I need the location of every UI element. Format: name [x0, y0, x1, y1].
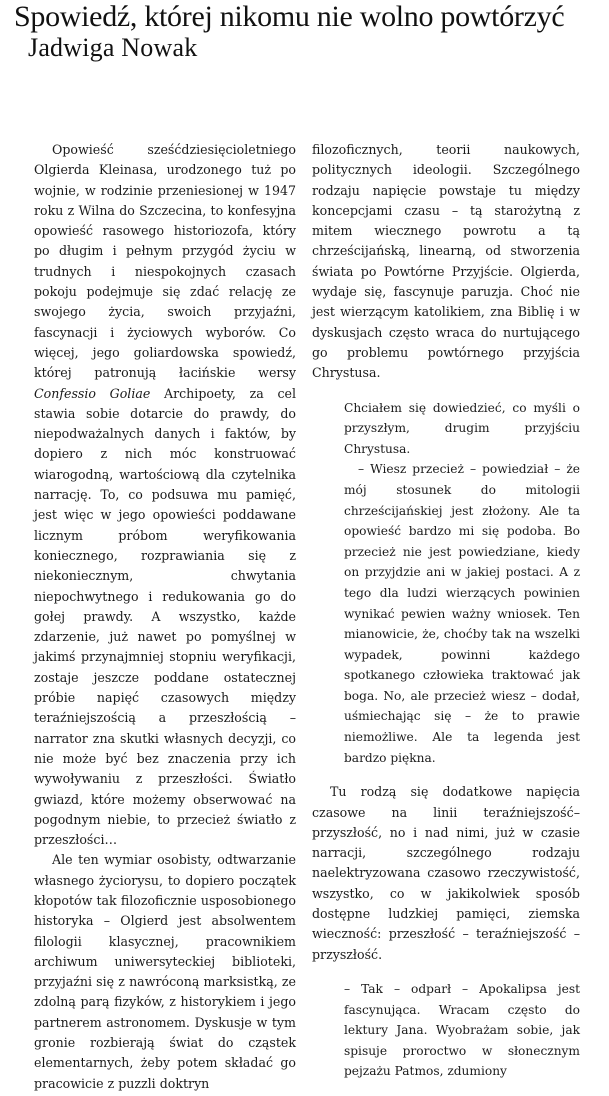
quote-paragraph: Chciałem się dowiedzieć, co myśli o przyszłym, drugim przyjściu Chrystusa.: [344, 400, 580, 456]
block-quote: [312, 398, 580, 769]
left-text-column: [34, 140, 296, 1094]
quote-paragraph: – Tak – odparł – Apokalipsa jest fascynująca. Wracam często do lektury Jana. Wyobrażam sobie, jak spisuje proroctwo w słonecznym pejzażu Patmos, zdumiony: [344, 981, 580, 1079]
paragraph-text: Opowieść sześćdziesięcioletniego Olgierda Kleinasa, urodzonego tuż po wojnie, w rodzinie przeniesionej w 1947 roku z Wilna do Szczecina, to konfesyjna opowieść rasowego historiozofa, który po długim i pełnym przygód życiu w trudnych i niespokojnych czasach pokoju podejmuje się zdać relację ze swojego życia, swoich przyjaźni, fascynacji i życiowych wyborów. Co więcej, jego goliardowska spowiedź, której patronują łacińskie wersy: [34, 142, 296, 381]
article-author: Jadwiga Nowak: [28, 33, 198, 62]
article-header: [14, 0, 609, 62]
paragraph-text: Archipoety, za cel stawia sobie dotarcie do prawdy, do niepodważalnych danych i faktów, by dopiero z nich móc konstruować wiarogodną, wartościową dla czytelnika narrację. To, co podsuwa mu pamięć, jest więc w jego opowieści poddawane licznym próbom weryfikowania koniecznego, rozprawiania się z niekoniecznym, chwytania niepochwytnego i redukowania go do gołej prawdy. A wszystko, każde zdarzenie, już nawet po pomyślnej w jakimś przynajmniej stopniu weryfikacji, zostaje jeszcze poddane ostatecznej próbie napięć czasowych między teraźniejszością a przeszłością – narrator zna skutki własnych decyzji, co nie może być bez znaczenia przy ich wywoływaniu z przeszłości. Światło gwiazd, które możemy obserwować na pogodnym niebie, to przecież światło z przeszłości…: [34, 385, 296, 848]
paragraph: Tu rodzą się dodatkowe napięcia czasowe na linii teraźniejszość–przyszłość, no i nad nimi, już w czasie narracji, szczególnego rodzaju naelektryzowana czasowo rzeczywistość, wszystko, co w jakikolwiek sposób dostępne ludzkiej pamięci, ziemska wieczność: przeszłość – teraźniejszość – przyszłość.: [312, 784, 580, 962]
quote-paragraph: – Wiesz przecież – powiedział – że mój stosunek do mitologii chrześcijańskiej jest złożony. Ale ta opowieść bardzo mi się podoba. Bo przecież nie jest powiedziane, kiedy on przyjdzie ani w jakiej postaci. A z tego dla ludzi wierzących powinien wynikać pewien ważny wniosek. Ten mianowicie, że, choćby tak na wszelki wypadek, powinni każdego spotkanego człowieka traktować jak boga. No, ale przecież wiesz – dodał, uśmiechając się – że to prawie niemożliwe. Ale ta legenda jest bardzo piękna.: [344, 462, 580, 765]
paragraph: filozoficznych, teorii naukowych, politycznych ideologii. Szczególnego rodzaju napięcie powstaje tu między koncepcjami czasu – tą starożytną z mitem wiecznego powrotu a tą chrześcijańską, linearną, od stworzenia świata po Powtórne Przyjście. Olgierda, wydaje się, fascynuje paruzja. Choć nie jest wierzącym katolikiem, zna Biblię i w dyskusjach często wraca do nurtującego go problemu powtórnego przyjścia Chrystusa.: [312, 142, 580, 381]
paragraph: Ale ten wymiar osobisty, odtwarzanie własnego życiorysu, to dopiero początek kłopotów tak filozoficznie usposobionego historyka – Olgierd jest absolwentem filologii klasycznej, pracownikiem archiwum uniwersyteckiej biblioteki, przyjaźni się z nawróconą marksistką, ze zdolną parą fizyków, z historykiem i jego partnerem astronomem. Dyskusje w tym gronie rozbierają świat do cząstek elementarnych, żeby potem składać go pracowicie z puzzli doktryn: [34, 852, 296, 1091]
article-title: Spowiedź, której nikomu nie wolno powtórzyć: [14, 0, 565, 33]
italic-book-title: Confessio Goliae: [34, 385, 151, 401]
right-text-column: [312, 140, 580, 1096]
block-quote: [312, 979, 580, 1082]
paragraph: [34, 140, 296, 850]
